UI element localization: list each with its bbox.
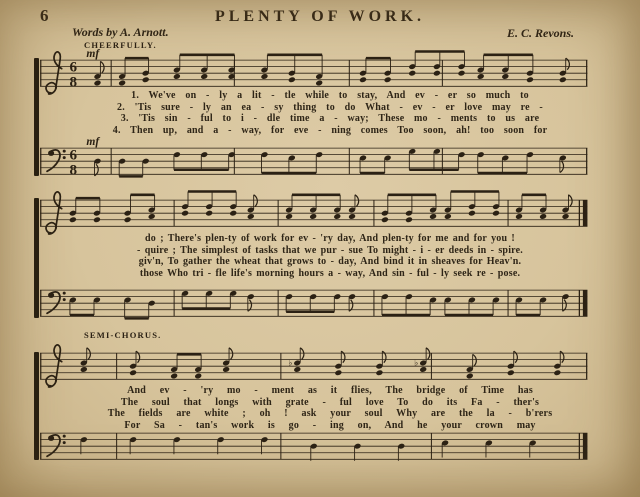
svg-text:♭: ♭ xyxy=(288,358,293,369)
lyricist-credit: Words by A. Arnott. xyxy=(72,25,169,39)
verse-2-line: 2. 'Tis sure - ly an ea - sy thing to do What - ev - er love may re - xyxy=(117,101,543,113)
verse-4-line: those Who tri - fle life's morning hours a - way, And sin - ful - ly seek re - pose. xyxy=(139,267,521,279)
verse-2-line: The soul that longs with grate - ful love To do its Fa - ther's xyxy=(120,396,540,408)
system-3-brace xyxy=(34,352,39,460)
system-3-treble-staff xyxy=(40,341,595,389)
system-3-bass-staff xyxy=(40,421,595,469)
verse-4-line: For Sa - tan's work is go - ing on, And he your crown may xyxy=(124,419,536,431)
verse-1-line: do ; There's plen-ty of work for ev - 'ry day, And plen-ty for me and for you ! xyxy=(145,233,515,244)
page-number: 6 xyxy=(40,6,50,25)
semi-chorus-marking: SEMI-CHORUS. xyxy=(84,330,162,340)
system-2-treble-staff xyxy=(40,188,595,236)
verse-1-line: 1. We've on - ly a lit - tle while to stay, And ev - er so much to xyxy=(131,90,529,101)
verse-2-line: - quire ; The simplest of tasks that we pur - sue To might - i - er deeds in - spire. xyxy=(137,244,523,256)
verse-3-line: The fields are white ; oh ! ask your soul Why are the la - b'rers xyxy=(107,408,553,419)
composer-credit: E. C. Revons. xyxy=(506,26,574,40)
svg-text:8: 8 xyxy=(69,162,78,179)
system-1-bass-staff xyxy=(40,136,595,184)
verse-3-line: giv'n, To gather the wheat that grows to - day, And bind it in sheaves for Heav'n. xyxy=(138,256,522,267)
svg-text:8: 8 xyxy=(69,74,78,91)
svg-text:6: 6 xyxy=(69,59,78,76)
system-1-lyrics xyxy=(70,90,590,136)
svg-text:6: 6 xyxy=(69,147,78,164)
system-2-lyrics xyxy=(70,233,590,279)
page-title: PLENTY OF WORK. xyxy=(214,8,426,25)
system-2-bass-staff xyxy=(40,278,595,326)
verse-4-line: 4. Then up, and a - way, for eve - ning comes Too soon, ah! too soon for xyxy=(112,124,548,136)
svg-text:mf: mf xyxy=(86,136,100,149)
verse-3-line: 3. 'Tis sin - ful to i - dle time a - way; These mo - ments to us are xyxy=(120,113,540,124)
tempo-marking: CHEERFULLY. xyxy=(84,40,157,50)
system-1-brace xyxy=(34,58,39,176)
svg-text:♭: ♭ xyxy=(414,358,419,369)
svg-text:mf: mf xyxy=(86,48,100,61)
system-2-brace xyxy=(34,198,39,318)
verse-1-line: And ev - 'ry mo - ment as it flies, The bridge of Time has xyxy=(127,385,533,396)
